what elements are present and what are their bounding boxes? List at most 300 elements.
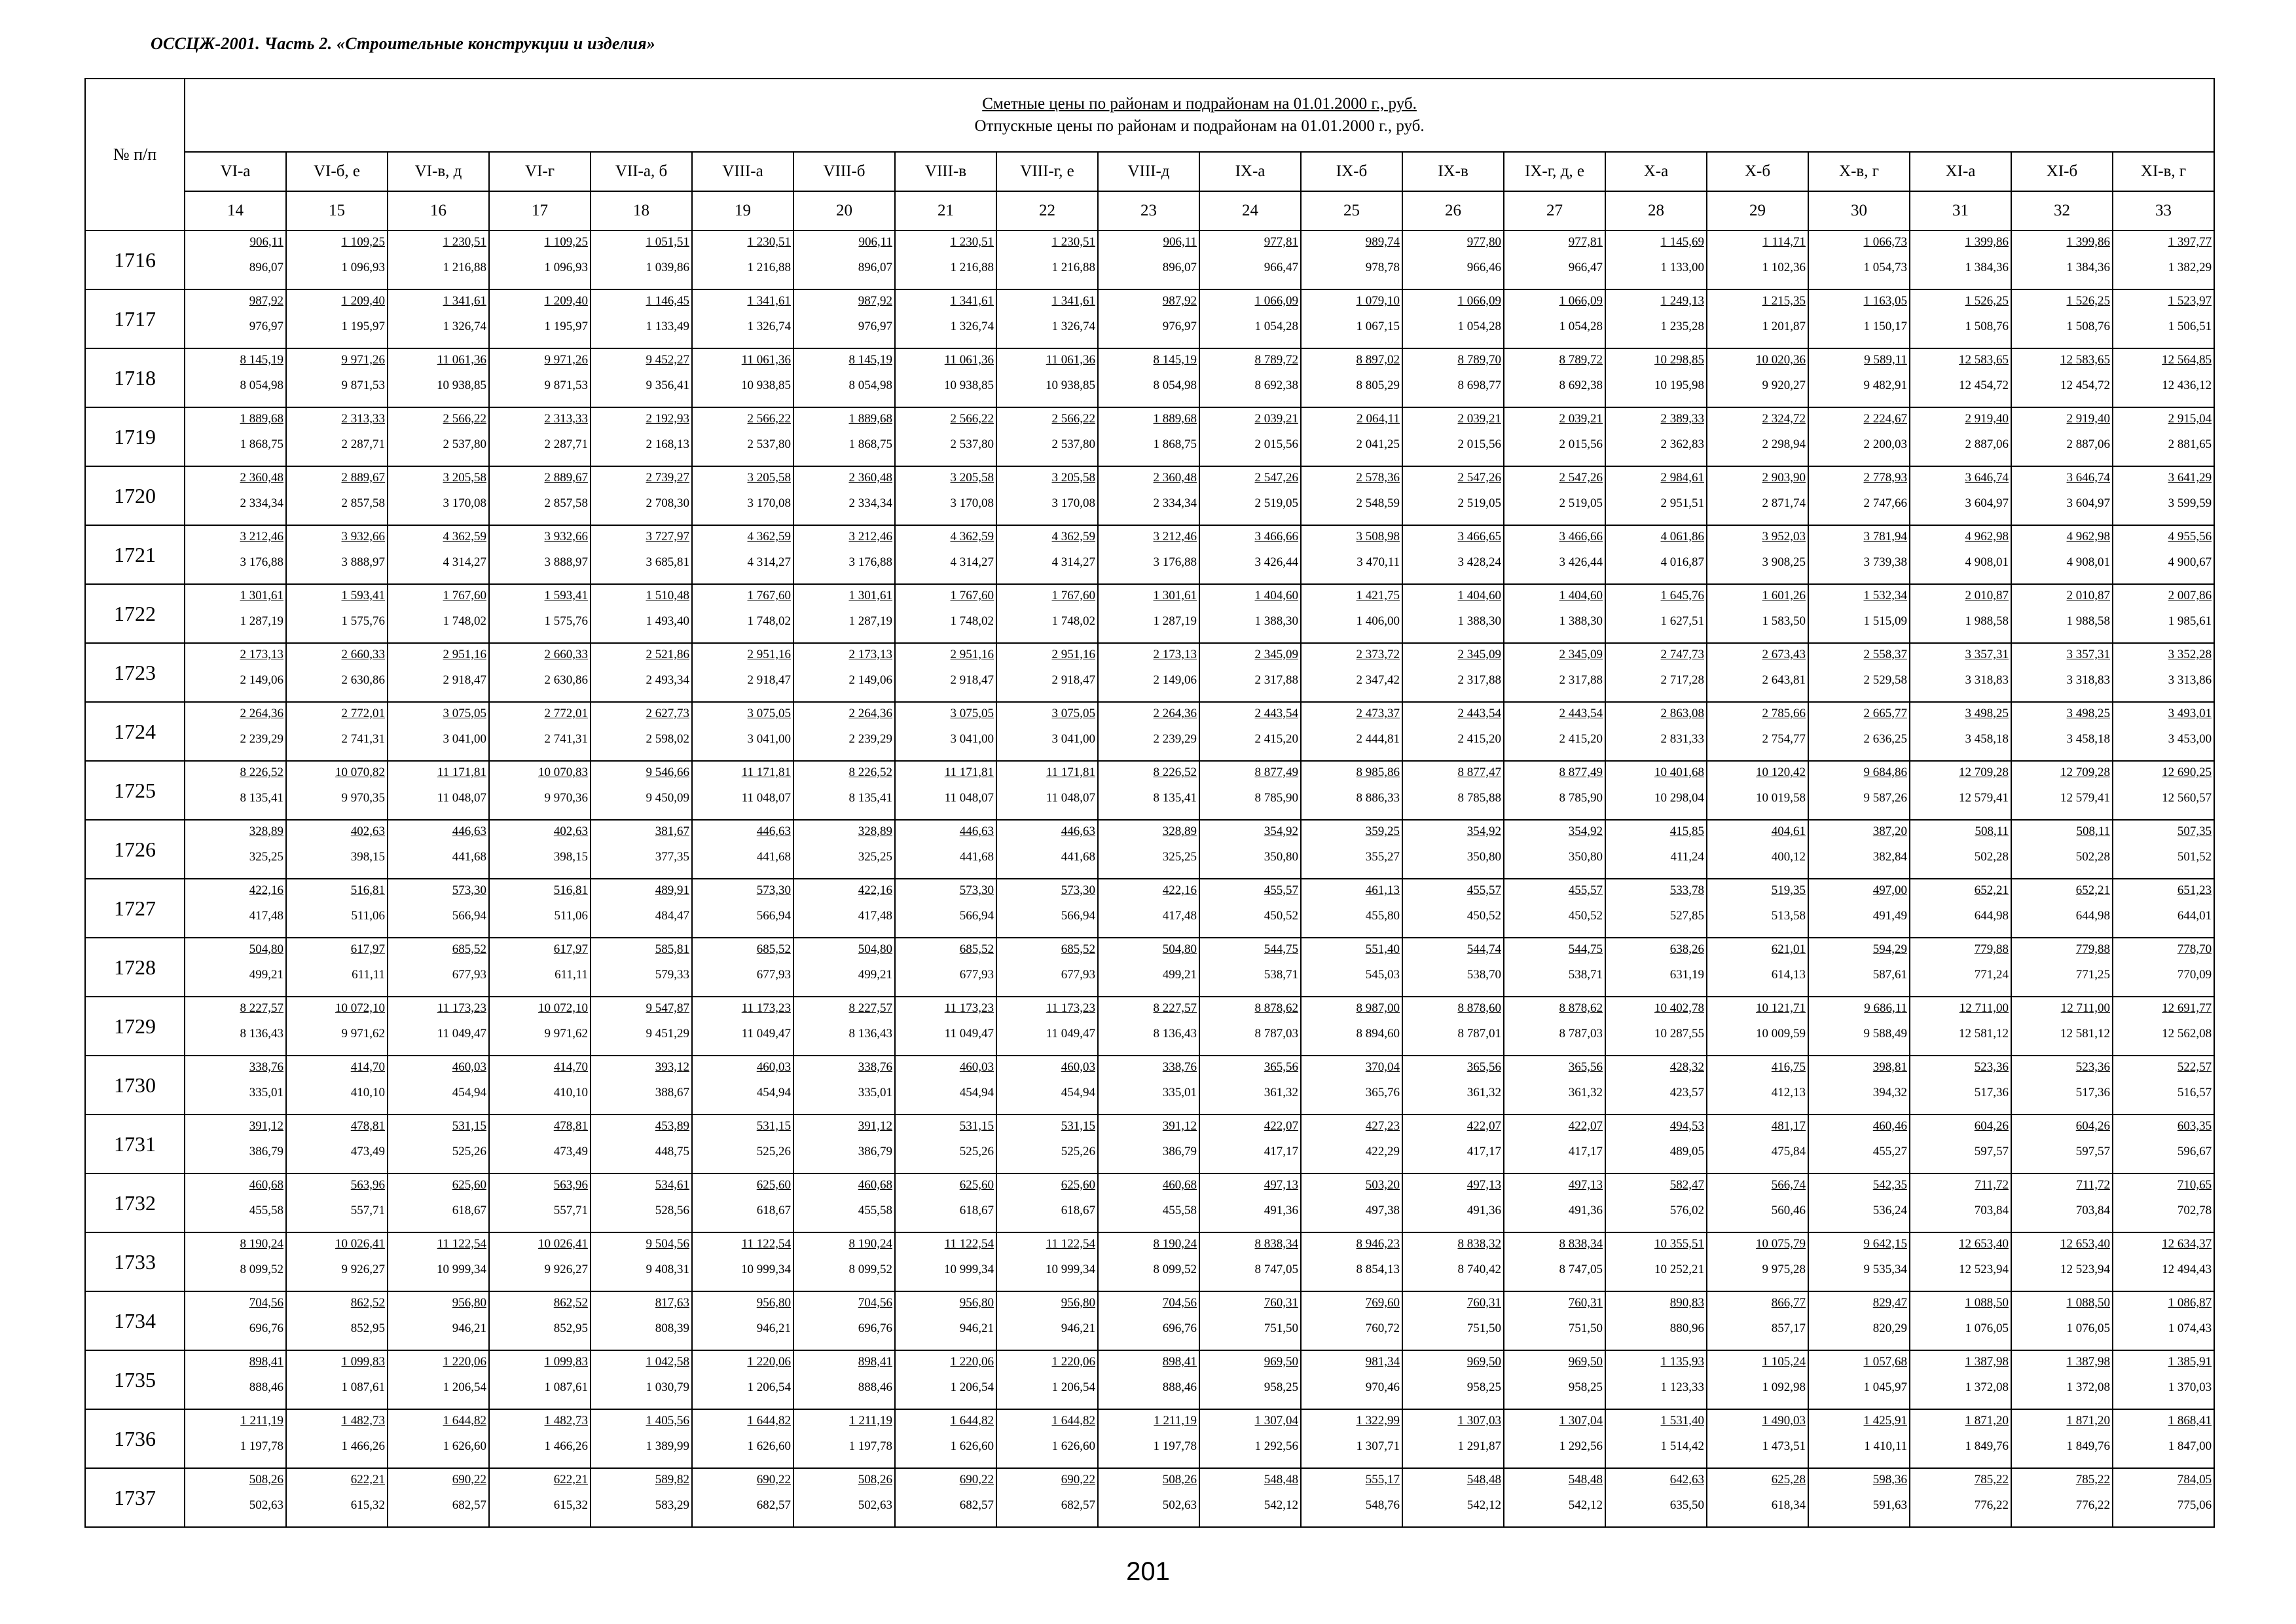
price-cell xyxy=(996,761,1098,820)
price-cell xyxy=(1301,1173,1402,1232)
release-price: 2 537,80 xyxy=(1051,437,1095,451)
release-price: 1 506,51 xyxy=(2168,320,2212,333)
release-price: 454,94 xyxy=(756,1086,791,1099)
price-cell xyxy=(895,1468,996,1527)
price-cell xyxy=(895,1409,996,1468)
release-price: 10 009,59 xyxy=(1756,1027,1806,1041)
release-price: 3 170,08 xyxy=(950,496,994,510)
price-cell xyxy=(1301,289,1402,348)
price-cell xyxy=(996,231,1098,289)
price-cell xyxy=(1402,761,1504,820)
price-cell xyxy=(1707,1409,1808,1468)
release-price: 2 149,06 xyxy=(1153,673,1197,687)
estimated-price: 387,20 xyxy=(1872,824,1907,838)
price-cell xyxy=(591,584,692,643)
estimated-price: 1 644,82 xyxy=(443,1414,486,1428)
estimated-price: 969,50 xyxy=(1264,1355,1298,1369)
release-price: 538,70 xyxy=(1467,968,1501,982)
column-number: 20 xyxy=(793,191,895,231)
release-price: 1 133,49 xyxy=(646,320,689,333)
price-cell xyxy=(1098,643,1199,702)
price-cell xyxy=(1098,1468,1199,1527)
table-row xyxy=(85,466,2214,525)
estimated-price: 12 653,40 xyxy=(2060,1237,2110,1251)
estimated-price: 3 498,25 xyxy=(1965,707,2009,720)
release-price: 8 886,33 xyxy=(1356,791,1400,805)
release-price: 976,97 xyxy=(1162,320,1197,333)
estimated-price: 516,81 xyxy=(350,883,385,897)
price-cell xyxy=(793,1409,895,1468)
price-cell xyxy=(1098,761,1199,820)
estimated-price: 987,92 xyxy=(1162,294,1197,308)
release-price: 10 999,34 xyxy=(1046,1263,1095,1276)
price-cell xyxy=(793,1232,895,1291)
release-price: 350,80 xyxy=(1568,850,1603,864)
estimated-price: 956,80 xyxy=(1061,1296,1095,1310)
estimated-price: 779,88 xyxy=(1974,942,2009,956)
release-price: 966,46 xyxy=(1467,261,1501,274)
estimated-price: 1 523,97 xyxy=(2168,294,2212,308)
release-price: 491,36 xyxy=(1467,1204,1501,1217)
release-price: 682,57 xyxy=(959,1498,994,1512)
release-price: 888,46 xyxy=(1162,1380,1197,1394)
estimated-price: 2 010,87 xyxy=(2066,589,2110,602)
price-cell xyxy=(1402,1173,1504,1232)
estimated-price: 531,15 xyxy=(756,1119,791,1133)
price-cell xyxy=(1199,997,1301,1056)
release-price: 9 971,62 xyxy=(544,1027,588,1041)
release-price: 702,78 xyxy=(2177,1204,2212,1217)
estimated-price: 422,07 xyxy=(1568,1119,1603,1133)
price-cell xyxy=(1707,407,1808,466)
release-price: 1 849,76 xyxy=(2066,1439,2110,1453)
estimated-price: 2 627,73 xyxy=(646,707,689,720)
price-cell xyxy=(1199,938,1301,997)
price-cell xyxy=(1504,289,1605,348)
estimated-price: 446,63 xyxy=(756,824,791,838)
price-cell xyxy=(1301,879,1402,938)
price-cell xyxy=(286,1350,388,1409)
estimated-price: 8 145,19 xyxy=(240,353,283,367)
release-price: 9 408,31 xyxy=(646,1263,689,1276)
release-price: 2 887,06 xyxy=(1965,437,2009,451)
estimated-price: 1 099,83 xyxy=(544,1355,588,1369)
price-cell xyxy=(2113,702,2214,761)
price-cell xyxy=(1402,348,1504,407)
price-cell xyxy=(1199,407,1301,466)
row-number: 1718 xyxy=(85,348,185,407)
release-price: 3 426,44 xyxy=(1559,555,1603,569)
price-cell xyxy=(2113,1173,2214,1232)
estimated-price: 10 120,42 xyxy=(1756,766,1806,779)
release-price: 1 868,75 xyxy=(848,437,892,451)
estimated-price: 1 322,99 xyxy=(1356,1414,1400,1428)
estimated-price: 604,26 xyxy=(2075,1119,2110,1133)
price-cell xyxy=(591,407,692,466)
estimated-price: 2 173,13 xyxy=(848,648,892,661)
price-cell xyxy=(286,997,388,1056)
price-cell xyxy=(1808,1173,1910,1232)
estimated-price: 3 212,46 xyxy=(240,530,283,544)
price-cell xyxy=(591,525,692,584)
price-cell xyxy=(489,1291,591,1350)
estimated-price: 573,30 xyxy=(959,883,994,897)
price-cell xyxy=(1808,879,1910,938)
estimated-price: 1 593,41 xyxy=(544,589,588,602)
estimated-price: 1 109,25 xyxy=(341,235,385,249)
release-price: 3 170,08 xyxy=(1051,496,1095,510)
estimated-price: 2 665,77 xyxy=(1863,707,1907,720)
estimated-price: 10 026,41 xyxy=(335,1237,385,1251)
release-price: 8 785,90 xyxy=(1559,791,1603,805)
price-cell xyxy=(2011,1291,2113,1350)
price-cell xyxy=(1808,525,1910,584)
release-price: 597,57 xyxy=(2075,1145,2110,1158)
release-prices-title: Отпускные цены по районам и подрайонам на 01.01.2000 г., руб. xyxy=(974,117,1425,135)
estimated-price: 617,97 xyxy=(350,942,385,956)
price-cell xyxy=(489,820,591,879)
column-number-row xyxy=(85,191,2214,231)
price-cell xyxy=(1707,702,1808,761)
price-cell xyxy=(1605,761,1707,820)
estimated-price: 8 877,47 xyxy=(1457,766,1501,779)
estimated-price: 548,48 xyxy=(1264,1473,1298,1486)
release-price: 703,84 xyxy=(1974,1204,2009,1217)
price-cell xyxy=(793,820,895,879)
estimated-price: 3 508,98 xyxy=(1356,530,1400,544)
price-cell xyxy=(185,1115,286,1173)
estimated-price: 1 767,60 xyxy=(443,589,486,602)
estimated-price: 2 739,27 xyxy=(646,471,689,485)
table-title xyxy=(185,79,2214,152)
release-price: 9 587,26 xyxy=(1863,791,1907,805)
estimated-price: 11 171,81 xyxy=(1046,766,1095,779)
estimated-price: 1 341,61 xyxy=(443,294,486,308)
price-cell xyxy=(1402,1115,1504,1173)
estimated-price: 1 526,25 xyxy=(2066,294,2110,308)
row-number: 1733 xyxy=(85,1232,185,1291)
release-price: 696,76 xyxy=(858,1321,892,1335)
estimated-price: 8 190,24 xyxy=(1153,1237,1197,1251)
estimated-price: 422,07 xyxy=(1264,1119,1298,1133)
estimated-price: 544,75 xyxy=(1568,942,1603,956)
release-price: 2 317,88 xyxy=(1457,673,1501,687)
price-cell xyxy=(185,820,286,879)
release-price: 3 318,83 xyxy=(1965,673,2009,687)
release-price: 441,68 xyxy=(452,850,486,864)
release-price: 517,36 xyxy=(2075,1086,2110,1099)
estimated-price: 4 962,98 xyxy=(1965,530,2009,544)
release-price: 8 054,98 xyxy=(1153,378,1197,392)
price-cell xyxy=(185,997,286,1056)
release-price: 857,17 xyxy=(1771,1321,1806,1335)
release-price: 2 831,33 xyxy=(1660,732,1704,746)
release-price: 11 048,07 xyxy=(437,791,486,805)
estimated-price: 4 362,59 xyxy=(443,530,486,544)
release-price: 587,61 xyxy=(1872,968,1907,982)
price-cell xyxy=(996,1468,1098,1527)
price-cell xyxy=(1199,231,1301,289)
estimated-price: 508,26 xyxy=(858,1473,892,1486)
price-cell xyxy=(591,466,692,525)
row-number: 1737 xyxy=(85,1468,185,1527)
estimated-price: 2 915,04 xyxy=(2168,412,2212,426)
row-number: 1736 xyxy=(85,1409,185,1468)
row-number: 1720 xyxy=(85,466,185,525)
estimated-price: 497,13 xyxy=(1467,1178,1501,1192)
price-cell xyxy=(185,466,286,525)
price-cell xyxy=(996,407,1098,466)
release-price: 3 599,59 xyxy=(2168,496,2212,510)
release-price: 502,63 xyxy=(858,1498,892,1512)
price-cell xyxy=(388,407,489,466)
release-price: 473,49 xyxy=(350,1145,385,1158)
release-price: 417,48 xyxy=(1162,909,1197,923)
price-cell xyxy=(1504,466,1605,525)
price-cell xyxy=(895,584,996,643)
release-price: 2 415,20 xyxy=(1559,732,1603,746)
release-price: 677,93 xyxy=(1061,968,1095,982)
price-cell xyxy=(793,348,895,407)
price-cell xyxy=(1199,761,1301,820)
estimated-price: 8 838,34 xyxy=(1559,1237,1603,1251)
price-cell xyxy=(1199,820,1301,879)
release-price: 682,57 xyxy=(1061,1498,1095,1512)
release-price: 417,17 xyxy=(1467,1145,1501,1158)
price-cell xyxy=(489,466,591,525)
release-price: 2 334,34 xyxy=(1153,496,1197,510)
estimated-price: 414,70 xyxy=(553,1060,588,1074)
release-price: 501,52 xyxy=(2177,850,2212,864)
estimated-price: 3 646,74 xyxy=(1965,471,2009,485)
price-cell xyxy=(1301,1115,1402,1173)
price-cell xyxy=(591,761,692,820)
price-cell xyxy=(996,702,1098,761)
release-price: 454,94 xyxy=(959,1086,994,1099)
estimated-price: 381,67 xyxy=(655,824,689,838)
price-cell xyxy=(1605,1468,1707,1527)
price-cell xyxy=(388,1468,489,1527)
release-price: 450,52 xyxy=(1568,909,1603,923)
estimated-price: 3 212,46 xyxy=(848,530,892,544)
release-price: 361,32 xyxy=(1467,1086,1501,1099)
release-price: 966,47 xyxy=(1568,261,1603,274)
estimated-price: 11 061,36 xyxy=(437,353,486,367)
release-price: 776,22 xyxy=(1974,1498,2009,1512)
release-price: 12 436,12 xyxy=(2162,378,2212,392)
estimated-price: 1 135,93 xyxy=(1660,1355,1704,1369)
release-price: 1 748,02 xyxy=(1051,614,1095,628)
column-number: 29 xyxy=(1707,191,1808,231)
price-cell xyxy=(489,761,591,820)
price-cell xyxy=(185,1291,286,1350)
estimated-price: 391,12 xyxy=(1162,1119,1197,1133)
price-cell xyxy=(388,525,489,584)
estimated-price: 585,81 xyxy=(655,942,689,956)
estimated-price: 8 838,34 xyxy=(1254,1237,1298,1251)
estimated-price: 625,60 xyxy=(452,1178,486,1192)
price-cell xyxy=(489,997,591,1056)
release-price: 417,17 xyxy=(1264,1145,1298,1158)
estimated-price: 1 057,68 xyxy=(1863,1355,1907,1369)
price-cell xyxy=(1605,525,1707,584)
estimated-price: 10 072,10 xyxy=(538,1001,588,1015)
price-cell xyxy=(1910,1350,2011,1409)
release-price: 400,12 xyxy=(1771,850,1806,864)
row-number: 1726 xyxy=(85,820,185,879)
price-cell xyxy=(286,525,388,584)
price-cell xyxy=(895,1173,996,1232)
price-cell xyxy=(1402,289,1504,348)
estimated-price: 1 421,75 xyxy=(1356,589,1400,602)
estimated-price: 1 230,51 xyxy=(1051,235,1095,249)
price-cell xyxy=(1402,231,1504,289)
estimated-price: 9 971,26 xyxy=(544,353,588,367)
estimated-price: 2 566,22 xyxy=(1051,412,1095,426)
estimated-price: 9 642,15 xyxy=(1863,1237,1907,1251)
price-cell xyxy=(489,231,591,289)
price-cell xyxy=(1301,1350,1402,1409)
price-cell xyxy=(692,1173,793,1232)
estimated-price: 12 583,65 xyxy=(1959,353,2009,367)
release-price: 386,79 xyxy=(858,1145,892,1158)
estimated-price: 563,96 xyxy=(350,1178,385,1192)
column-number: 30 xyxy=(1808,191,1910,231)
release-price: 398,15 xyxy=(350,850,385,864)
estimated-price: 1 404,60 xyxy=(1559,589,1603,602)
price-cell xyxy=(489,879,591,938)
release-price: 12 562,08 xyxy=(2162,1027,2212,1041)
release-price: 2 015,56 xyxy=(1254,437,1298,451)
price-cell xyxy=(1605,1350,1707,1409)
release-price: 525,26 xyxy=(959,1145,994,1158)
release-price: 1 326,74 xyxy=(1051,320,1095,333)
price-cell xyxy=(692,879,793,938)
estimated-price: 2 345,09 xyxy=(1559,648,1603,661)
price-cell xyxy=(1504,1291,1605,1350)
release-price: 502,28 xyxy=(1974,850,2009,864)
release-price: 454,94 xyxy=(1061,1086,1095,1099)
price-cell xyxy=(1808,1468,1910,1527)
price-cell xyxy=(286,761,388,820)
estimated-price: 531,15 xyxy=(452,1119,486,1133)
estimated-price: 2 039,21 xyxy=(1559,412,1603,426)
release-price: 542,12 xyxy=(1467,1498,1501,1512)
release-price: 386,79 xyxy=(249,1145,283,1158)
price-cell xyxy=(996,584,1098,643)
estimated-price: 2 443,54 xyxy=(1254,707,1298,720)
price-cell xyxy=(1808,643,1910,702)
release-price: 2 754,77 xyxy=(1762,732,1806,746)
estimated-price: 4 362,59 xyxy=(950,530,994,544)
price-cell xyxy=(692,820,793,879)
release-price: 9 482,91 xyxy=(1863,378,1907,392)
release-price: 1 206,54 xyxy=(950,1380,994,1394)
region-header: X-б xyxy=(1707,152,1808,191)
estimated-price: 1 889,68 xyxy=(848,412,892,426)
release-price: 1 748,02 xyxy=(443,614,486,628)
price-cell xyxy=(388,820,489,879)
release-price: 978,78 xyxy=(1365,261,1400,274)
price-cell xyxy=(2113,938,2214,997)
release-price: 880,96 xyxy=(1669,1321,1704,1335)
release-price: 677,93 xyxy=(452,968,486,982)
price-cell xyxy=(1402,407,1504,466)
estimated-price: 9 684,86 xyxy=(1863,766,1907,779)
release-price: 410,10 xyxy=(350,1086,385,1099)
release-price: 412,13 xyxy=(1771,1086,1806,1099)
release-price: 1 372,08 xyxy=(2066,1380,2110,1394)
release-price: 2 529,58 xyxy=(1863,673,1907,687)
price-cell xyxy=(692,348,793,407)
estimated-price: 2 345,09 xyxy=(1254,648,1298,661)
release-price: 388,67 xyxy=(655,1086,689,1099)
release-price: 1 988,58 xyxy=(1965,614,2009,628)
estimated-price: 3 352,28 xyxy=(2168,648,2212,661)
estimated-price: 2 064,11 xyxy=(1357,412,1400,426)
page-number: 201 xyxy=(1126,1557,1170,1586)
release-price: 1 307,71 xyxy=(1356,1439,1400,1453)
price-cell xyxy=(185,761,286,820)
price-cell xyxy=(1402,938,1504,997)
column-number: 31 xyxy=(1910,191,2011,231)
release-price: 335,01 xyxy=(249,1086,283,1099)
release-price: 528,56 xyxy=(655,1204,689,1217)
release-price: 1 197,78 xyxy=(848,1439,892,1453)
price-cell xyxy=(1504,584,1605,643)
estimated-price: 354,92 xyxy=(1568,824,1603,838)
release-price: 3 041,00 xyxy=(1051,732,1095,746)
row-number: 1719 xyxy=(85,407,185,466)
price-cell xyxy=(1199,1409,1301,1468)
release-price: 677,93 xyxy=(756,968,791,982)
estimated-price: 1 114,71 xyxy=(1762,235,1806,249)
estimated-price: 1 341,61 xyxy=(1051,294,1095,308)
price-cell xyxy=(1098,525,1199,584)
estimated-price: 422,16 xyxy=(858,883,892,897)
release-price: 771,24 xyxy=(1974,968,2009,982)
release-price: 2 298,94 xyxy=(1762,437,1806,451)
price-cell xyxy=(2113,584,2214,643)
release-price: 760,72 xyxy=(1365,1321,1400,1335)
release-price: 3 908,25 xyxy=(1762,555,1806,569)
price-cell xyxy=(1910,525,2011,584)
release-price: 1 054,28 xyxy=(1457,320,1501,333)
row-number: 1721 xyxy=(85,525,185,584)
estimated-price: 785,22 xyxy=(1974,1473,2009,1486)
price-cell xyxy=(1098,879,1199,938)
table-row xyxy=(85,702,2214,761)
column-number: 19 xyxy=(692,191,793,231)
estimated-price: 1 490,03 xyxy=(1762,1414,1806,1428)
release-price: 2 918,47 xyxy=(443,673,486,687)
release-price: 1 748,02 xyxy=(747,614,791,628)
table-row xyxy=(85,761,2214,820)
price-cell xyxy=(1605,231,1707,289)
release-price: 1 292,56 xyxy=(1254,1439,1298,1453)
price-cell xyxy=(388,466,489,525)
release-price: 491,36 xyxy=(1568,1204,1603,1217)
release-price: 12 560,57 xyxy=(2162,791,2212,805)
release-price: 484,47 xyxy=(655,909,689,923)
price-cell xyxy=(1504,702,1605,761)
price-cell xyxy=(388,1115,489,1173)
table-row xyxy=(85,1409,2214,1468)
release-price: 2 537,80 xyxy=(950,437,994,451)
price-cell xyxy=(996,348,1098,407)
estimated-price: 2 443,54 xyxy=(1559,707,1603,720)
release-price: 896,07 xyxy=(249,261,283,274)
